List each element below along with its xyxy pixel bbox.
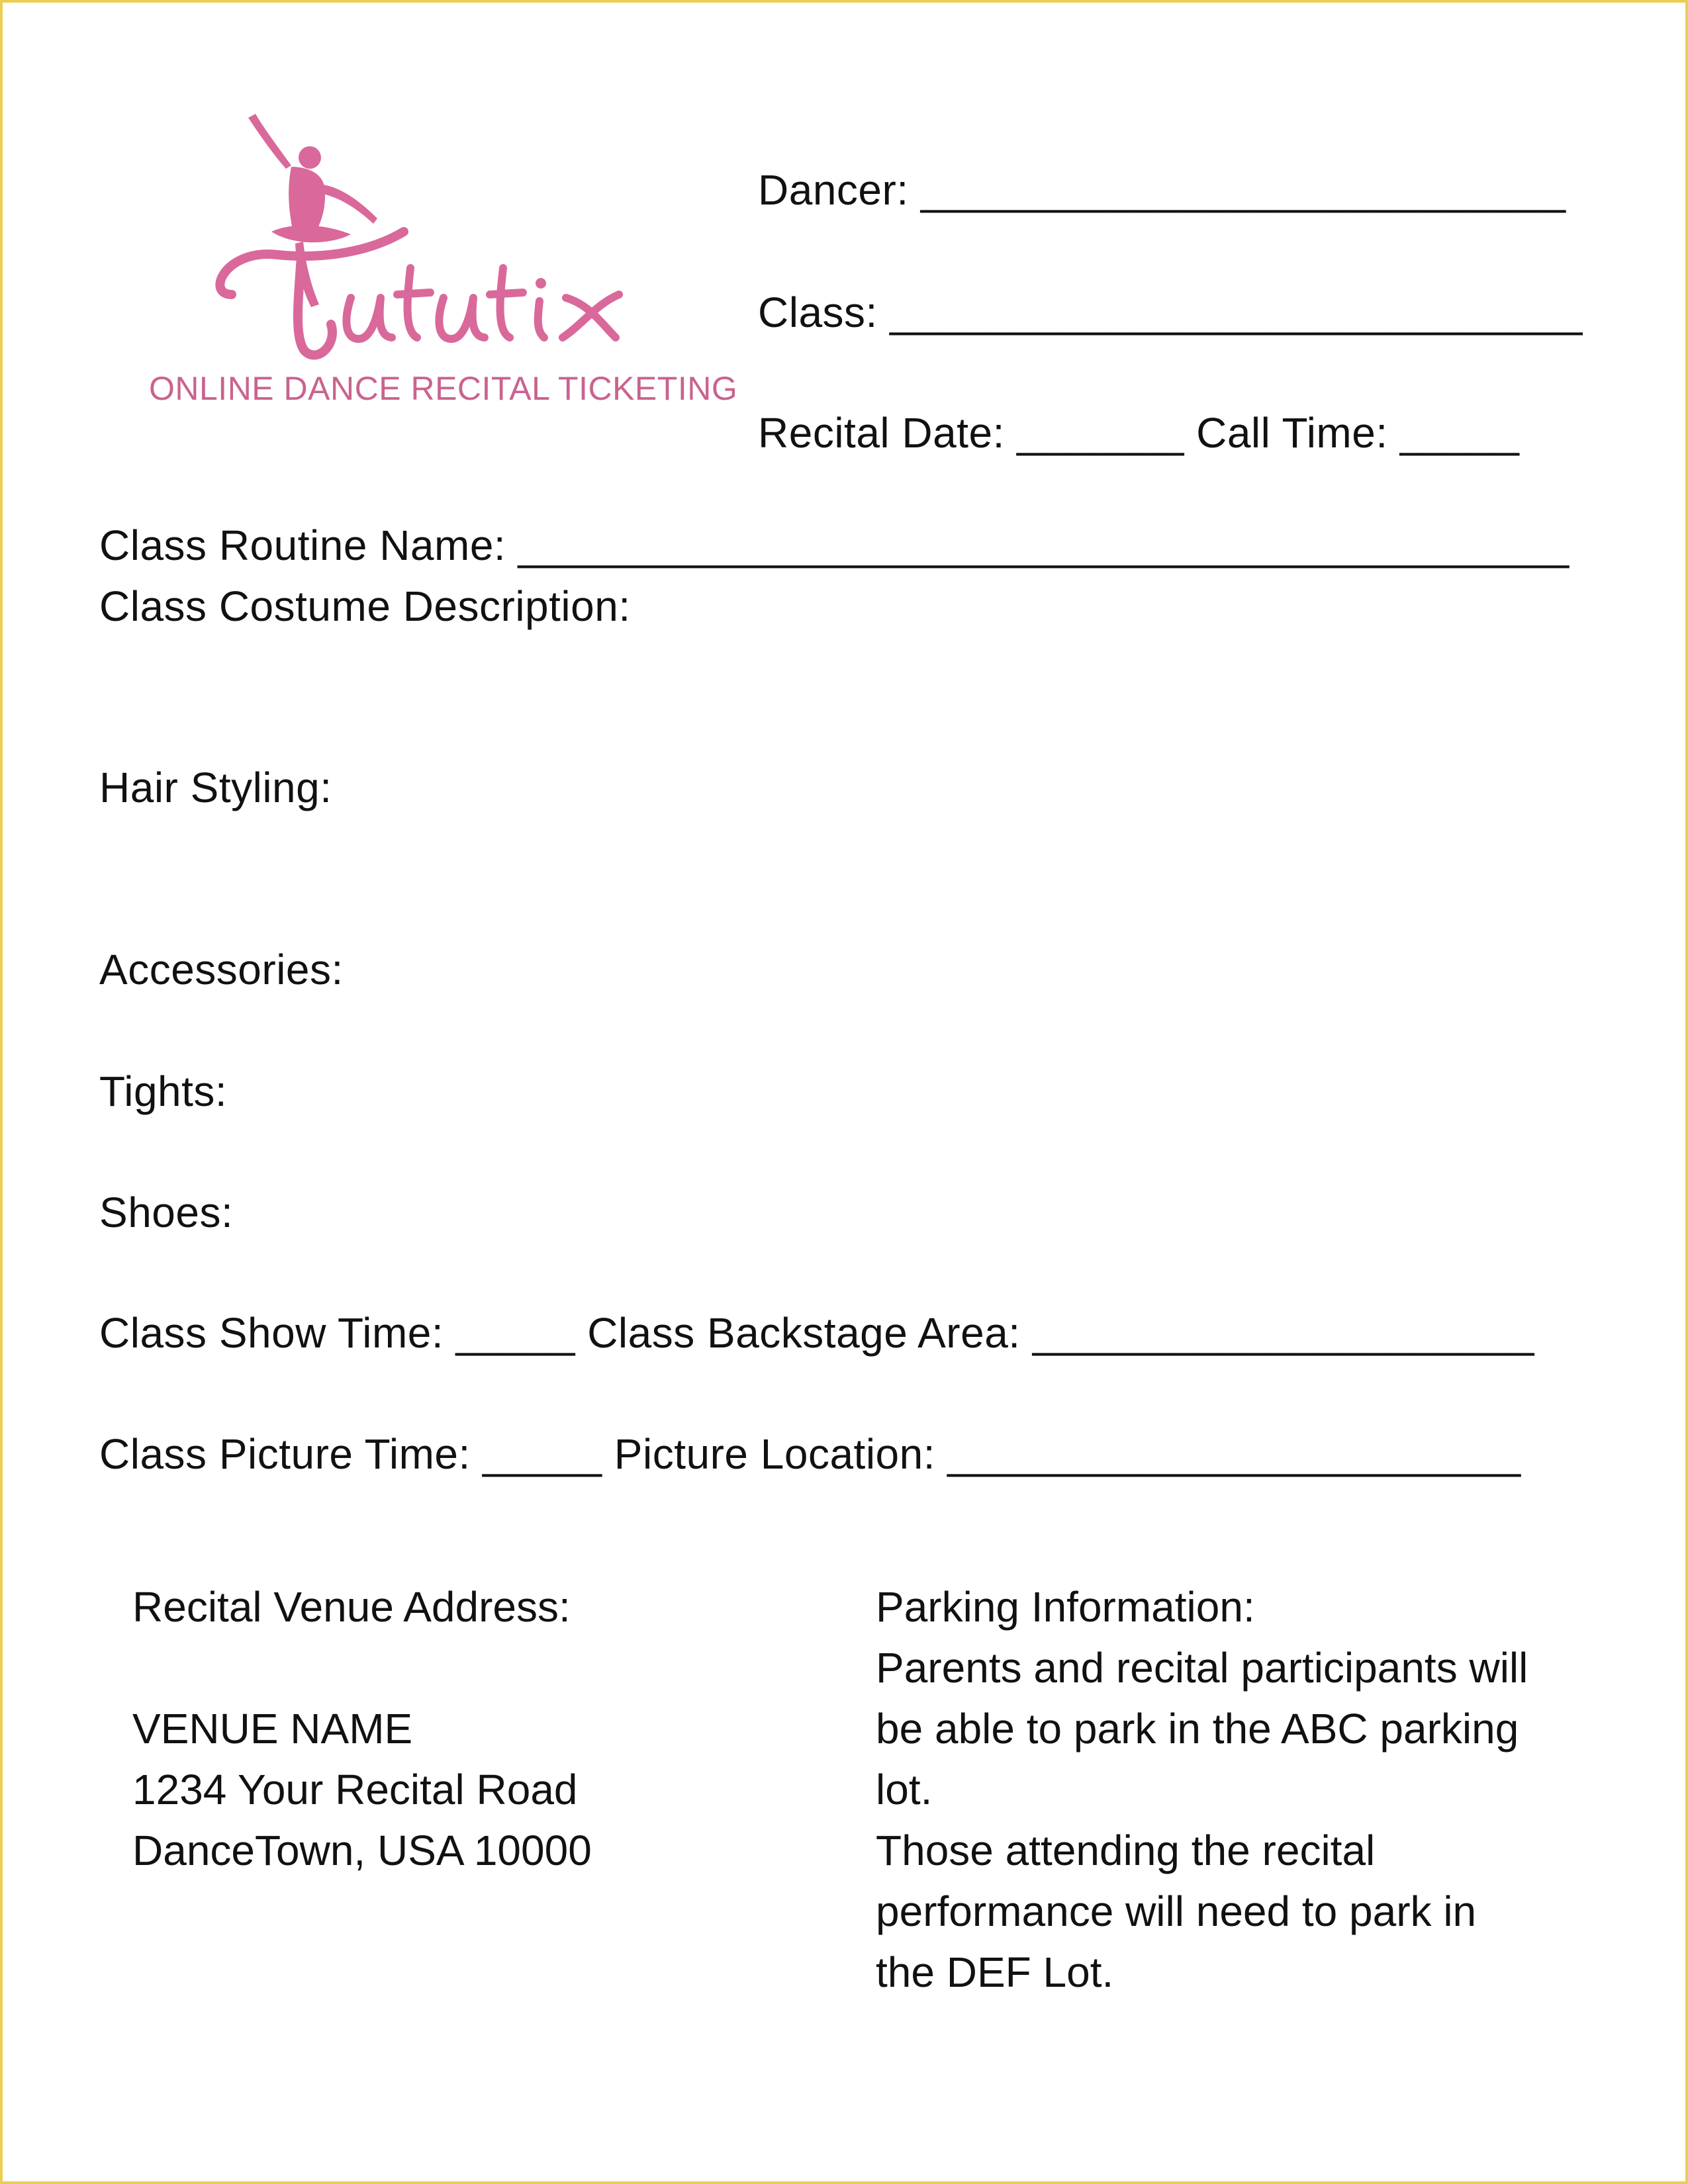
parking-line: the DEF Lot.	[876, 1948, 1114, 1996]
show-time-backstage-field[interactable]: Class Show Time: _____ Class Backstage Area: _____________________	[99, 1309, 1534, 1357]
class-field[interactable]: Class: _____________________________	[758, 289, 1583, 336]
accessories-label: Accessories:	[99, 946, 344, 993]
tights-label: Tights:	[99, 1068, 228, 1115]
logo-tagline: ONLINE DANCE RECITAL TICKETING	[149, 370, 738, 407]
picture-time-location-field[interactable]: Class Picture Time: _____ Picture Location: ________________________	[99, 1430, 1521, 1478]
parking-line: Parents and recital participants will	[876, 1644, 1528, 1692]
parking-heading: Parking Information:	[876, 1583, 1255, 1631]
venue-name: VENUE NAME	[132, 1705, 413, 1752]
parking-line: be able to park in the ABC parking	[876, 1705, 1519, 1752]
costume-description-label: Class Costume Description:	[99, 582, 631, 630]
routine-name-field[interactable]: Class Routine Name: ____________________________________________	[99, 522, 1570, 569]
parking-line: lot.	[876, 1766, 933, 1813]
recital-date-call-time-field[interactable]: Recital Date: _______ Call Time: _____	[758, 409, 1520, 457]
parking-line: performance will need to park in	[876, 1888, 1477, 1935]
parking-line: Those attending the recital	[876, 1827, 1376, 1874]
venue-block	[132, 1576, 592, 1881]
venue-city: DanceTown, USA 10000	[132, 1827, 592, 1874]
venue-spacer	[132, 1637, 592, 1698]
parking-block	[876, 1576, 1528, 2003]
dancer-field[interactable]: Dancer: ___________________________	[758, 166, 1566, 214]
ballerina-icon	[248, 114, 377, 307]
shoes-label: Shoes:	[99, 1189, 234, 1236]
venue-street: 1234 Your Recital Road	[132, 1766, 578, 1813]
venue-heading: Recital Venue Address:	[132, 1583, 571, 1631]
hair-styling-label: Hair Styling:	[99, 764, 332, 811]
